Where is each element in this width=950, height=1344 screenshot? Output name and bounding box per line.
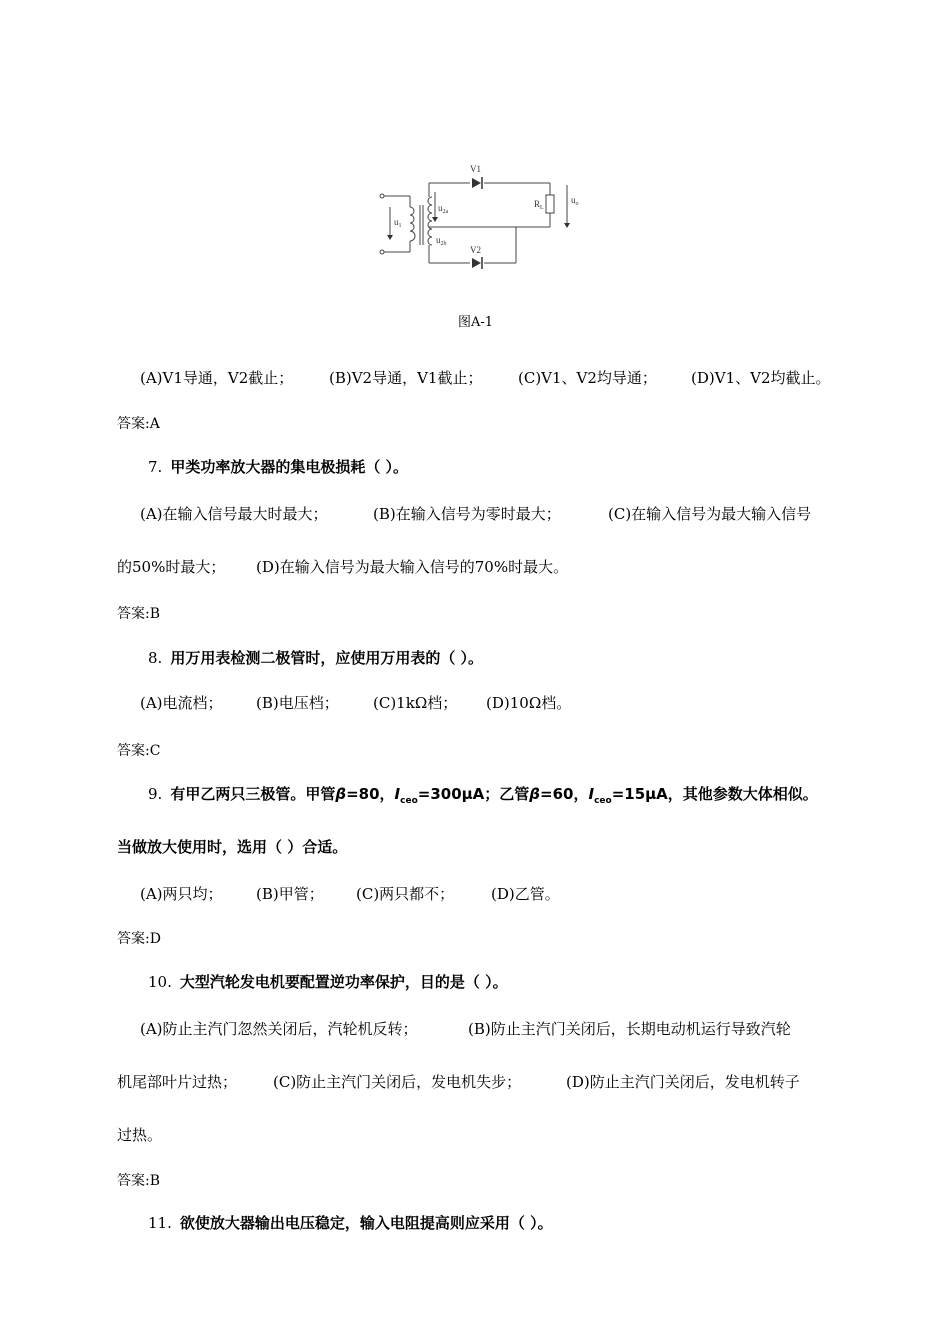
label-rl: $R_L$ — [534, 199, 544, 211]
q10-question: 10. 大型汽轮发电机要配置逆功率保护，目的是（ ）。 — [148, 973, 508, 991]
q9-answer: 答案:D — [117, 931, 161, 947]
q11-question: 11. 欲使放大器输出电压稳定，输入电阻提高则应采用（ ）。 — [148, 1214, 553, 1232]
q8-option-c: (C)1kΩ档； — [373, 694, 458, 712]
q9-option-b: (B)甲管； — [256, 885, 324, 903]
q7-option-a: (A)在输入信号最大时最大； — [140, 505, 328, 523]
label-uo: $u_o$ — [571, 195, 579, 207]
q7-option-c-cont: 的50%时最大； — [117, 558, 226, 576]
q10-option-a: (A)防止主汽门忽然关闭后，汽轮机反转； — [140, 1020, 418, 1038]
rectifier-circuit-diagram — [370, 155, 590, 270]
q9-option-d: (D)乙管。 — [491, 885, 560, 903]
q7-answer: 答案:B — [117, 606, 161, 622]
q8-option-b: (B)电压档； — [256, 694, 339, 712]
label-v1: V1 — [470, 164, 481, 174]
q8-answer: 答案:C — [117, 743, 161, 759]
label-u2b: $u_{2b}$ — [436, 235, 447, 247]
q8-question: 8. 用万用表检测二极管时，应使用万用表的（ ）。 — [148, 649, 484, 667]
q6-option-b: (B)V2导通，V1截止； — [329, 369, 483, 387]
q7-option-c: (C)在输入信号为最大输入信号 — [608, 505, 812, 523]
figure-caption: 图A-1 — [458, 315, 494, 330]
label-v2: V2 — [470, 245, 481, 255]
q10-option-b: (B)防止主汽门关闭后，长期电动机运行导致汽轮 — [468, 1020, 791, 1038]
q10-option-d-cont: 过热。 — [117, 1126, 163, 1144]
q9-question-line1: 9. 有甲乙两只三极管。甲管β=80，$I_{ceo}=300\mu A$；乙管β=60，$I_{ceo}=15\mu A$，其他参数大体相似。 — [148, 785, 818, 806]
label-u2a: $u_{2a}$ — [438, 203, 449, 215]
q7-question: 7. 甲类功率放大器的集电极损耗（ ）。 — [148, 458, 409, 476]
q6-option-c: (C)V1、V2均导通； — [518, 369, 657, 387]
q9-option-c: (C)两只都不； — [356, 885, 455, 903]
q10-option-d: (D)防止主汽门关闭后，发电机转子 — [566, 1073, 800, 1091]
q6-option-d: (D)V1、V2均截止。 — [691, 369, 831, 387]
q8-option-d: (D)10Ω档。 — [486, 694, 572, 712]
q7-option-b: (B)在输入信号为零时最大； — [373, 505, 561, 523]
q6-answer: 答案:A — [117, 416, 160, 432]
q10-answer: 答案:B — [117, 1173, 161, 1189]
q6-option-a: (A)V1导通，V2截止； — [140, 369, 294, 387]
q9-option-a: (A)两只均； — [140, 885, 223, 903]
q9-question-line2: 当做放大使用时，选用（ ）合适。 — [117, 838, 348, 856]
q10-option-c: (C)防止主汽门关闭后，发电机失步； — [273, 1073, 522, 1091]
q7-option-d: (D)在输入信号为最大输入信号的70%时最大。 — [256, 558, 569, 576]
q8-option-a: (A)电流档； — [140, 694, 223, 712]
q10-option-b-cont: 机尾部叶片过热； — [117, 1073, 238, 1091]
label-u1: $u_1$ — [394, 217, 402, 229]
